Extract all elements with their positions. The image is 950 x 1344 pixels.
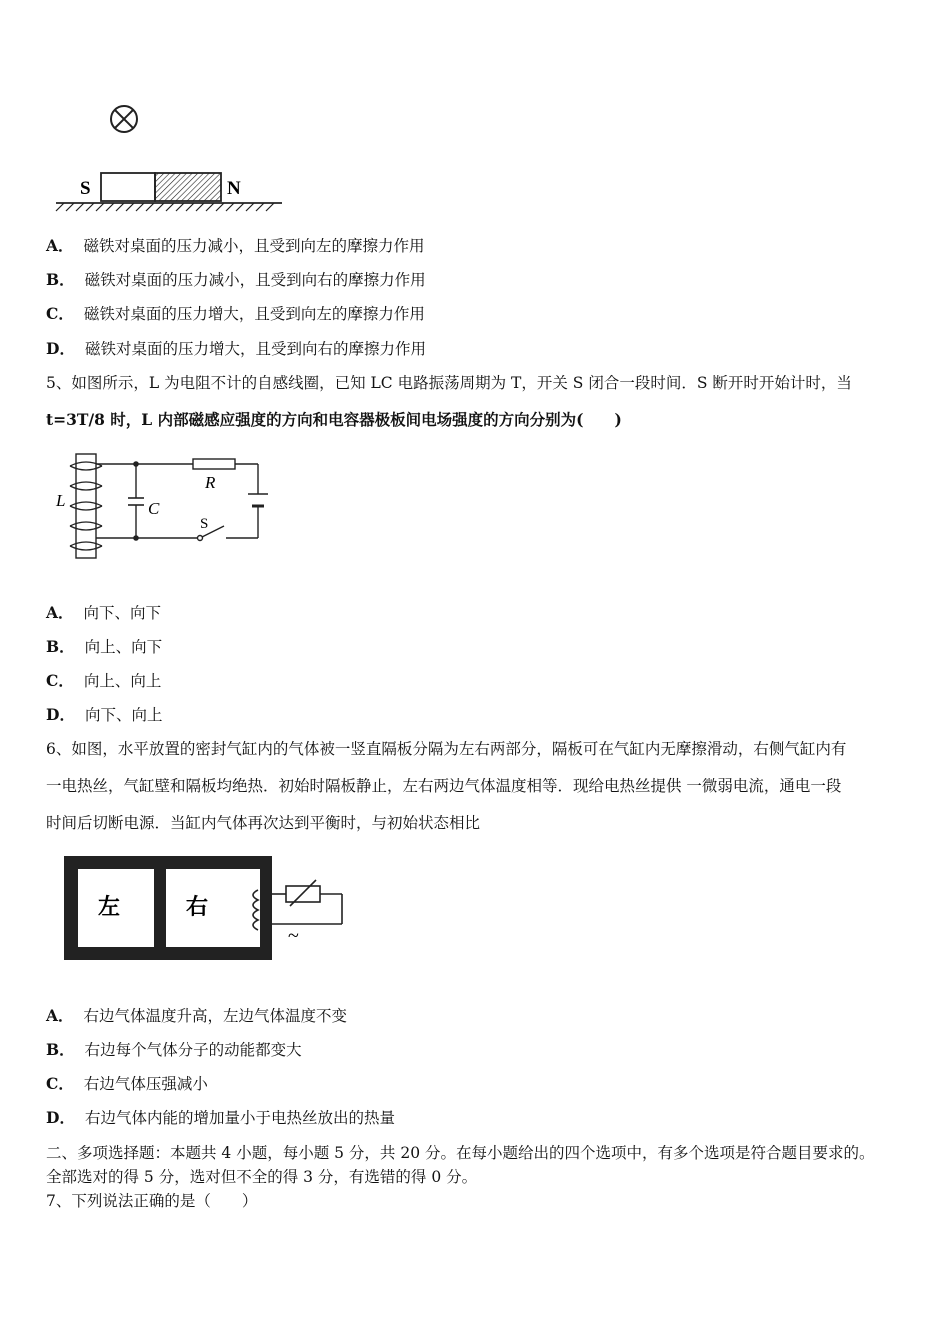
q7-stem: 7、下列说法正确的是（ ） (46, 1192, 258, 1210)
capacitor-plates (128, 498, 144, 505)
q6-option-c[interactable]: C． 右边气体压强减小 (46, 1074, 208, 1093)
wire-cross-icon (111, 106, 137, 132)
section-2-instructions-line-1: 二、多项选择题：本题共 4 小题，每小题 5 分，共 20 分。在每小题给出的四个选项中，有多个选项是符合题目要求的。 (46, 1144, 875, 1162)
q5-stem-line-2: t=3T/8 时，L 内部磁感应强度的方向和电容器极板间电场强度的方向分别为( ) (46, 410, 622, 429)
switch-label: S (200, 516, 209, 532)
q6-stem-line-3: 时间后切断电源．当缸内气体再次达到平衡时，与初始状态相比 (46, 814, 481, 832)
ac-source-label: ~ (288, 925, 299, 947)
external-circuit (272, 880, 342, 924)
right-chamber (166, 869, 260, 947)
resistor-label: R (205, 473, 216, 492)
q4-option-b[interactable]: B． 磁铁对桌面的压力减小，且受到向右的摩擦力作用 (46, 270, 426, 289)
section-2-instructions-line-2: 全部选对的得 5 分，选对但不全的得 3 分，有选错的得 0 分。 (46, 1168, 478, 1186)
battery (248, 494, 268, 506)
q4-option-c[interactable]: C． 磁铁对桌面的压力增大，且受到向左的摩擦力作用 (46, 304, 425, 323)
table-hatching (56, 203, 274, 211)
magnet-south-half (101, 173, 155, 201)
capacitor-label: C (148, 499, 160, 518)
q5-option-b[interactable]: B． 向上、向下 (46, 637, 163, 656)
inductor-label: L (56, 491, 66, 510)
q4-option-d[interactable]: D． 磁铁对桌面的压力增大，且受到向右的摩擦力作用 (46, 339, 426, 358)
q6-option-a[interactable]: A． 右边气体温度升高，左边气体温度不变 (46, 1006, 348, 1025)
q4-option-a[interactable]: A． 磁铁对桌面的压力减小，且受到向左的摩擦力作用 (46, 236, 425, 255)
inductor-coil (70, 462, 102, 550)
q6-option-b[interactable]: B． 右边每个气体分子的动能都变大 (46, 1040, 302, 1059)
q6-stem-line-1: 6、如图，水平放置的密封气缸内的气体被一竖直隔板分隔为左右两部分，隔板可在气缸内无摩擦滑动，右侧气缸内有 (46, 740, 847, 758)
circuit-wires (96, 464, 258, 538)
q5-option-a[interactable]: A． 向下、向下 (46, 603, 162, 622)
magnet-figure (50, 100, 290, 218)
lc-circuit-figure (50, 448, 280, 563)
q5-option-d[interactable]: D． 向下、向上 (46, 705, 163, 724)
q6-stem-line-2: 一电热丝，气缸壁和隔板均绝热．初始时隔板静止，左右两边气体温度相等．现给电热丝提供 一微弱电流，通电一段 (46, 777, 842, 795)
resistor (193, 459, 235, 469)
q5-stem-line-1: 5、如图所示，L 为电阻不计的自感线圈，已知 LC 电路振荡周期为 T，开关 S 闭合一段时间．S 断开时开始计时，当 (46, 374, 852, 392)
magnet-n-label: N (227, 178, 241, 199)
left-chamber-label: 左 (98, 894, 121, 919)
q6-option-d[interactable]: D． 右边气体内能的增加量小于电热丝放出的热量 (46, 1108, 395, 1127)
magnet-s-label: S (80, 178, 91, 199)
q5-option-c[interactable]: C． 向上、向上 (46, 671, 162, 690)
magnet-north-half (155, 173, 221, 201)
gas-cylinder-figure (60, 852, 355, 964)
right-chamber-label: 右 (186, 894, 209, 919)
